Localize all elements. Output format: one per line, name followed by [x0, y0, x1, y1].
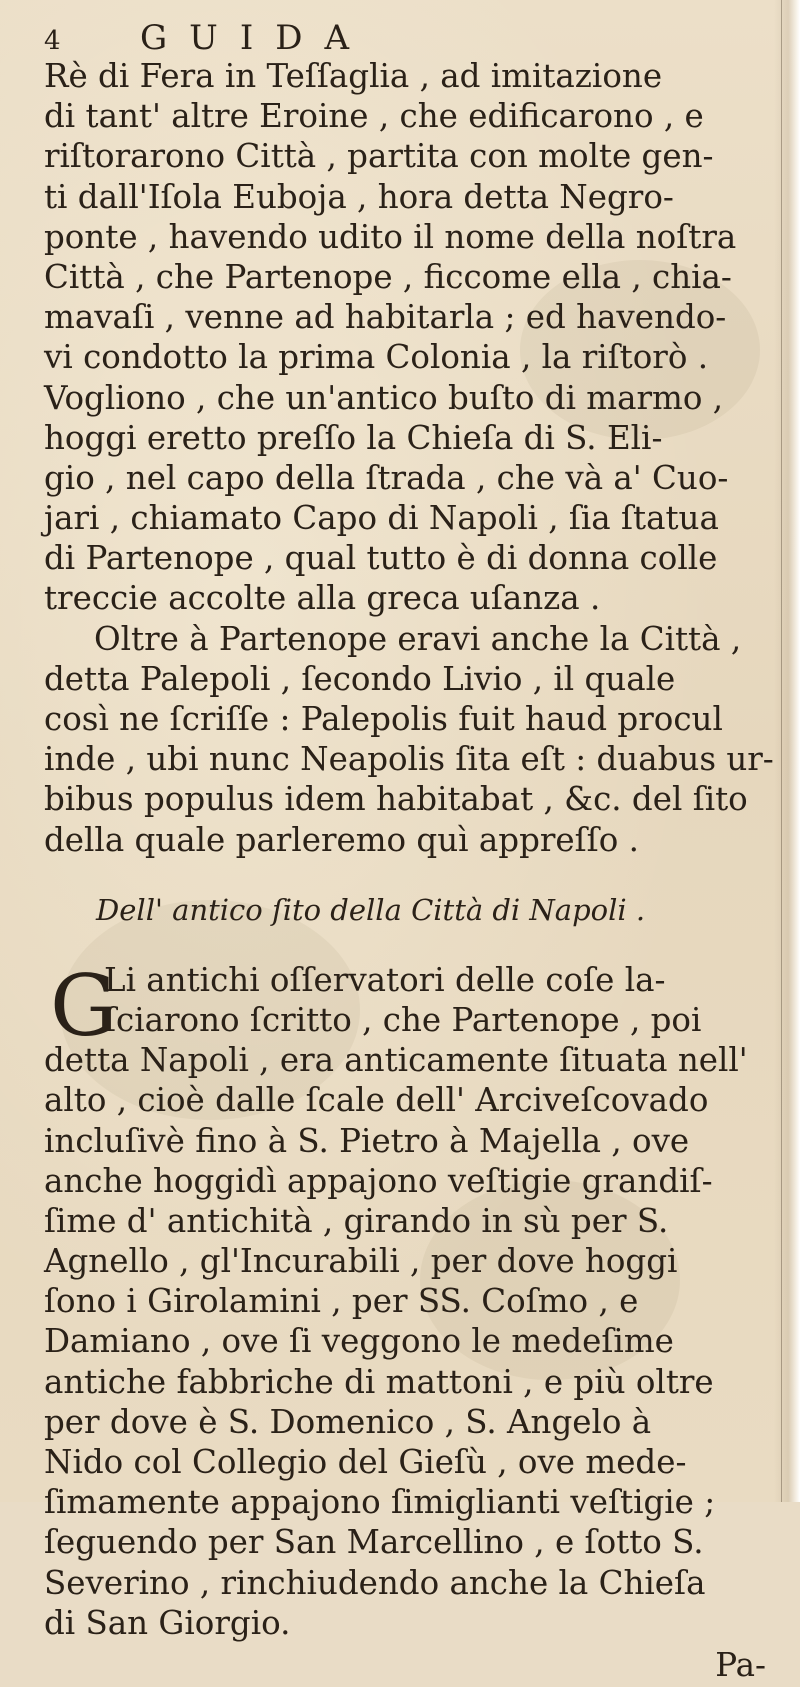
text-line: incluſivè fino à S. Pietro à Majella , ove	[44, 1121, 690, 1160]
text-line: ſono i Girolamini , per SS. Coſmo , e	[44, 1282, 639, 1321]
text-line: ponte , havendo udito il nome della noſtra	[44, 217, 737, 256]
text-line: riſtorarono Città , partita con molte gen-	[44, 137, 714, 176]
text-line: Nido col Collegio del Gieſù , ove mede-	[44, 1443, 687, 1481]
text-line: per dove è S. Domenico , S. Angelo à	[44, 1402, 652, 1441]
text-line: treccie accolte alla greca uſanza .	[44, 579, 601, 618]
text-line: gio , nel capo della ſtrada , che và a' Cuo-	[44, 458, 729, 497]
text-line: Severino , rinchiudendo anche la Chieſa	[44, 1563, 706, 1602]
text-line: così ne ſcriſſe : Palepolis fuit haud procul	[44, 700, 723, 738]
paragraph-2	[44, 619, 780, 860]
text-line: hoggi eretto preſſo la Chieſa di S. Eli-	[44, 418, 663, 457]
text-line: Città , che Partenope , ficcome ella , chia-	[44, 257, 732, 296]
text-line: ſimamente appajono ſimiglianti veſtigie ;	[44, 1483, 716, 1522]
page-edge-line	[781, 0, 782, 1502]
text-line: Oltre à Partenope eravi anche la Città ,	[94, 619, 742, 658]
text-line: di tant' altre Eroine , che edificarono , e	[44, 97, 704, 136]
text-line: vi condotto la prima Colonia , la riſtorò .	[44, 338, 709, 377]
text-line: mavaſi , venne ad habitarla ; ed havendo-	[44, 298, 727, 337]
text-line: della quale parleremo quì appreſſo .	[44, 820, 639, 859]
text-line: Agnello , gl'Incurabili , per dove hoggi	[44, 1242, 678, 1281]
text-line: inde , ubi nunc Neapolis ſita eſt : duabus ur-	[44, 740, 774, 779]
text-line: Vogliono , che un'antico buſto di marmo ,	[44, 378, 724, 417]
text-line: alto , cioè dalle ſcale dell' Arciveſcovado	[44, 1081, 709, 1120]
text-line: di Partenope , qual tutto è di donna colle	[44, 539, 718, 578]
drop-cap: G	[50, 956, 118, 1055]
text-line: bibus populus idem habitabat , &c. del ſito	[44, 780, 748, 819]
catchword: Pa-	[715, 1645, 766, 1684]
running-title: GUIDA	[140, 18, 372, 58]
page-text	[44, 20, 780, 1687]
text-line: ſime d' antichità , girando in sù per S.	[44, 1201, 669, 1240]
text-line: ti dall'Iſola Euboja , hora detta Negro-	[44, 177, 674, 216]
text-line: Damiano , ove ſi veggono le medeſime	[44, 1322, 674, 1361]
text-line: Li antichi oſſervatori delle coſe la-	[104, 960, 666, 999]
page-edge	[774, 0, 800, 1502]
text-line: ſeguendo per San Marcellino , e ſotto S.	[44, 1523, 704, 1562]
section-heading: Dell' antico ſito della Città di Napoli .	[96, 892, 646, 927]
text-line: di San Giorgio.	[44, 1603, 291, 1642]
text-line: detta Napoli , era anticamente ſituata nell'	[44, 1041, 748, 1080]
text-line: anche hoggidì appajono veſtigie grandiſ-	[44, 1161, 713, 1200]
paragraph-3	[44, 956, 780, 1643]
page-number: 4	[44, 26, 61, 56]
running-header	[44, 18, 780, 58]
paragraph-1	[44, 56, 780, 619]
text-line: jari , chiamato Capo di Napoli , ſia ſtatua	[44, 499, 719, 538]
text-line: antiche fabbriche di mattoni , e più oltre	[44, 1362, 714, 1401]
text-line: ſciarono ſcritto , che Partenope , poi	[104, 1000, 702, 1039]
text-line: Rè di Fera in Teſſaglia , ad imitazione	[44, 57, 663, 95]
text-line: detta Palepoli , ſecondo Livio , il quale	[44, 659, 676, 698]
